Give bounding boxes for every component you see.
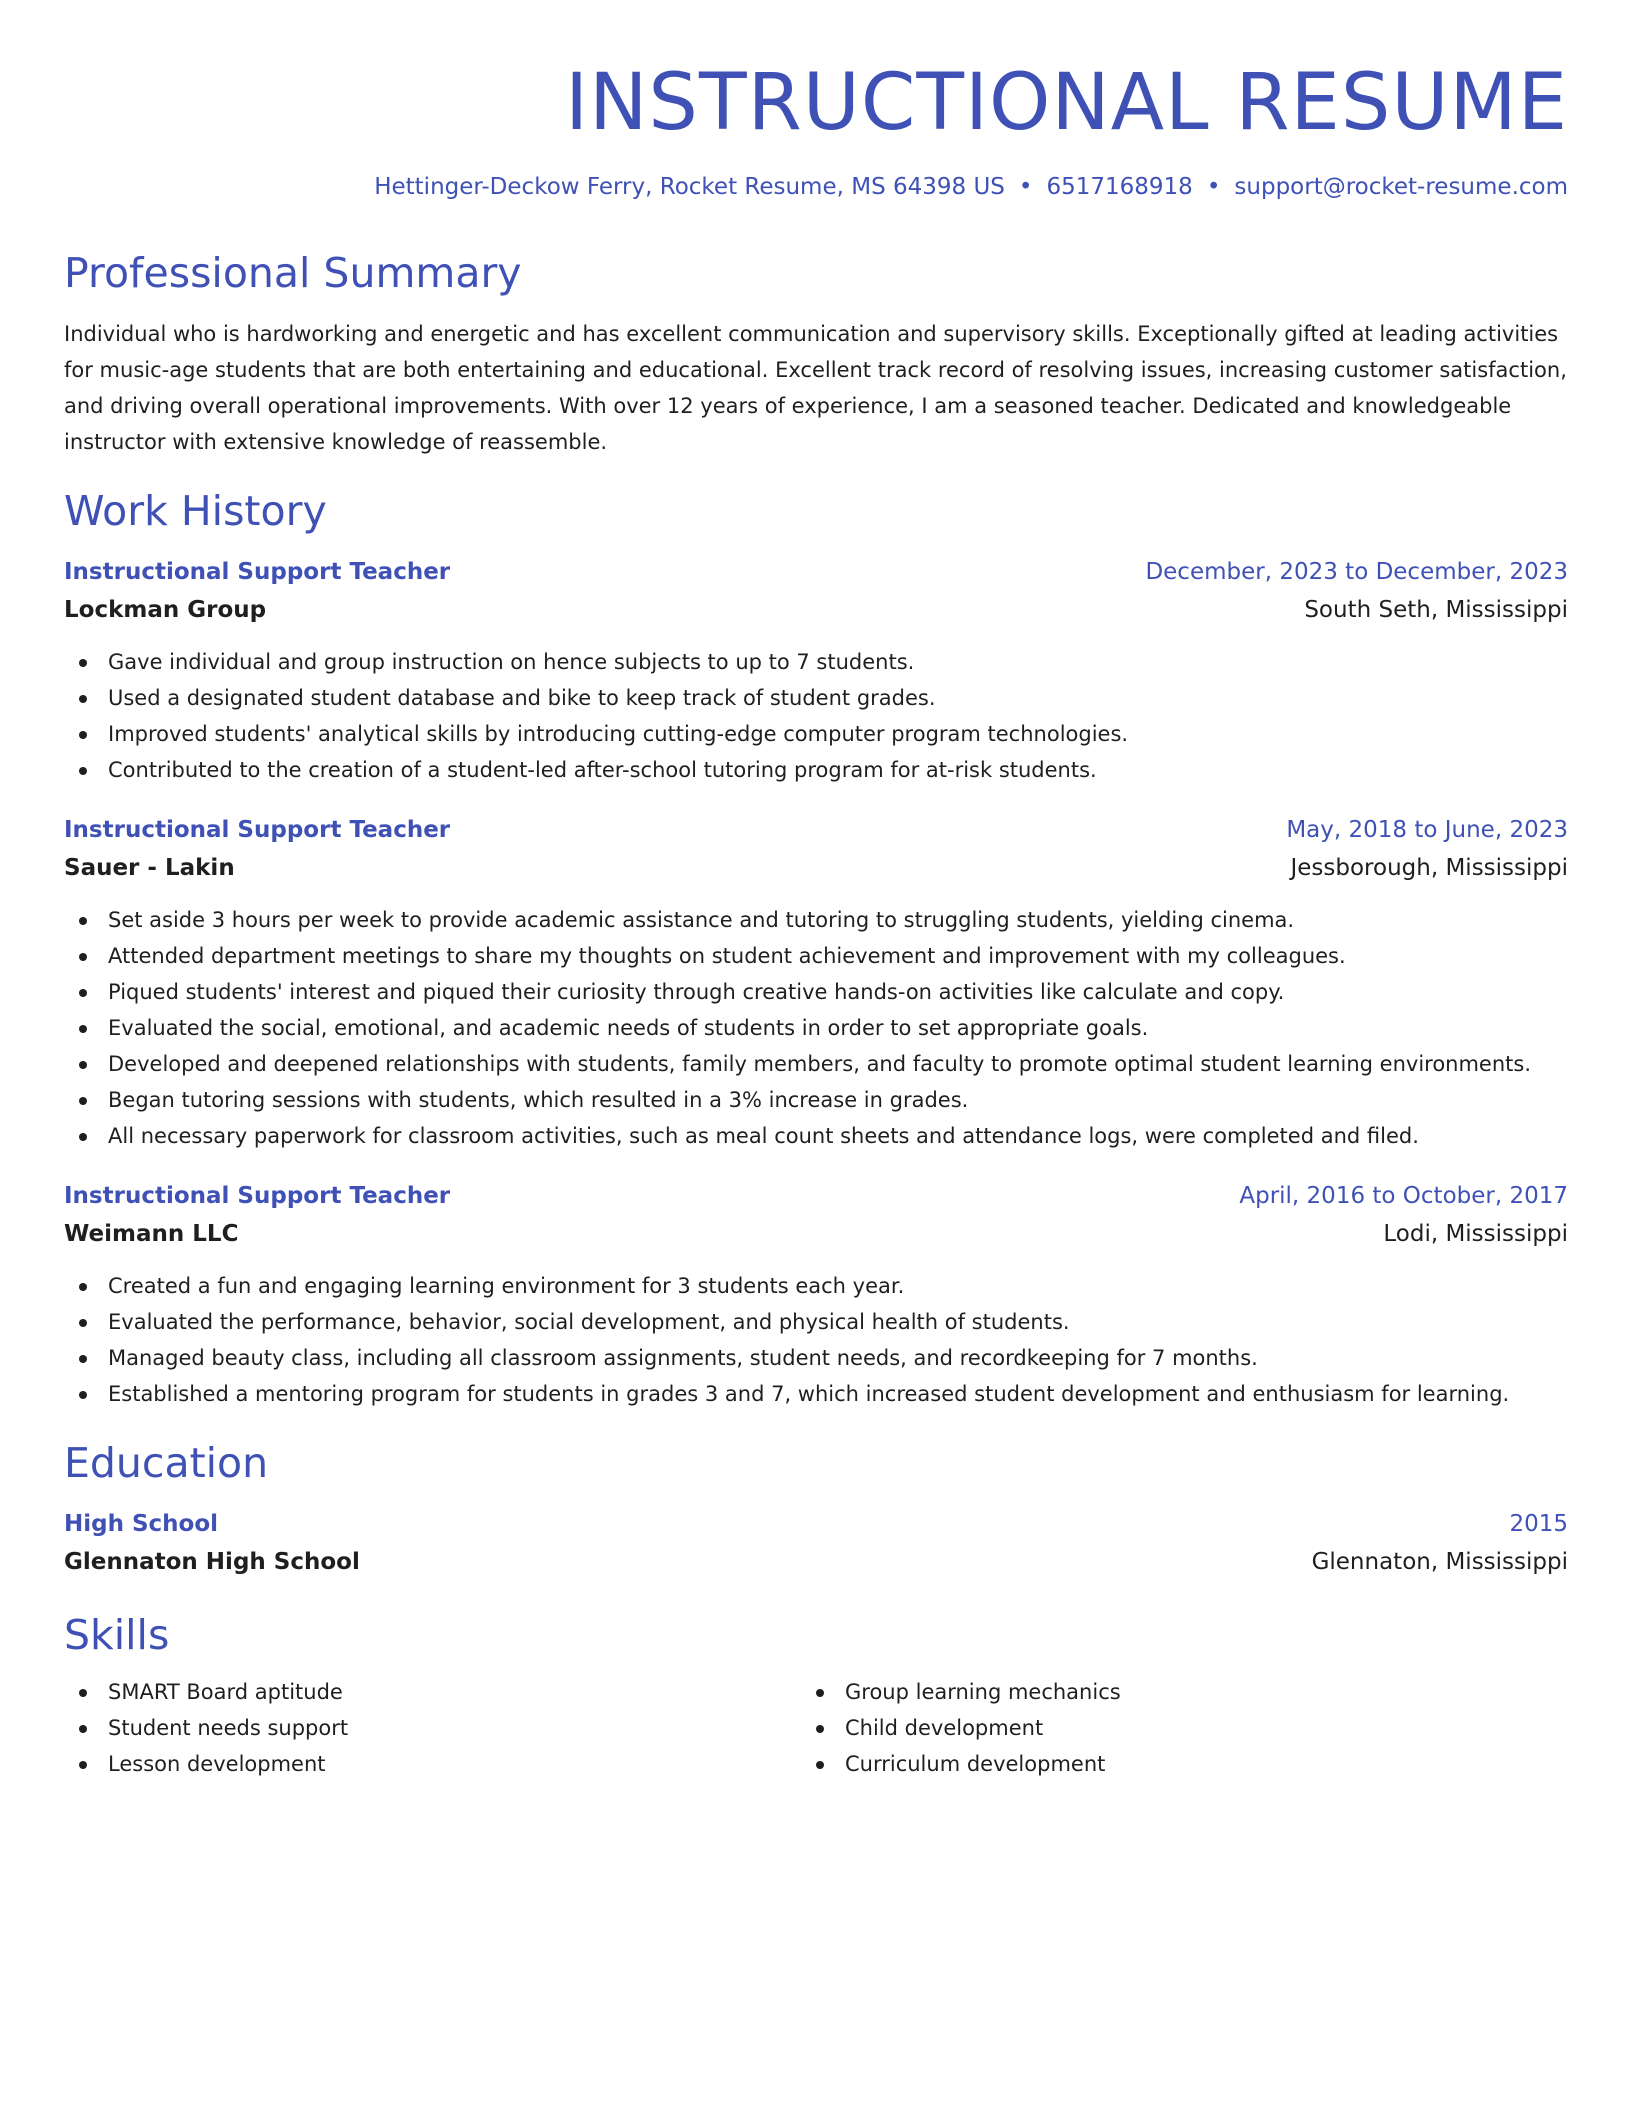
list-item: Improved students' analytical skills by introducing cutting-edge computer program technologies. bbox=[64, 716, 1568, 752]
contact-line bbox=[64, 172, 1568, 202]
list-item: Gave individual and group instruction on hence subjects to up to 7 students. bbox=[64, 644, 1568, 680]
job-dates: May, 2018 to June, 2023 bbox=[1286, 817, 1568, 843]
list-item: Created a fun and engaging learning environment for 3 students each year. bbox=[64, 1268, 1568, 1304]
resume-title: INSTRUCTIONAL RESUME bbox=[565, 58, 1568, 148]
job-dates: April, 2016 to October, 2017 bbox=[1239, 1183, 1568, 1209]
skill-item: Lesson development bbox=[64, 1746, 801, 1782]
skill-item: Student needs support bbox=[64, 1710, 801, 1746]
job-company: Weimann LLC bbox=[64, 1221, 239, 1247]
job-location: South Seth, Mississippi bbox=[1304, 597, 1568, 623]
list-item: Piqued students' interest and piqued their curiosity through creative hands-on activities like calculate and copy. bbox=[64, 974, 1568, 1010]
job-entry bbox=[64, 814, 1568, 1154]
list-item: Developed and deepened relationships with students, family members, and faculty to promote optimal student learning environments. bbox=[64, 1046, 1568, 1082]
list-item: Set aside 3 hours per week to provide academic assistance and tutoring to struggling students, yielding cinema. bbox=[64, 902, 1568, 938]
job-bullets bbox=[64, 1268, 1568, 1412]
skills-heading: Skills bbox=[64, 1611, 170, 1659]
job-company: Sauer - Lakin bbox=[64, 855, 235, 881]
list-item: Contributed to the creation of a student-led after-school tutoring program for at-risk students. bbox=[64, 752, 1568, 788]
job-title: Instructional Support Teacher bbox=[64, 559, 451, 585]
education-year: 2015 bbox=[1509, 1511, 1568, 1537]
list-item: All necessary paperwork for classroom activities, such as meal count sheets and attendance logs, were completed and filed. bbox=[64, 1118, 1568, 1154]
resume-header bbox=[64, 58, 1568, 202]
education-section bbox=[64, 1438, 1568, 1578]
job-entry bbox=[64, 556, 1568, 788]
list-item: Evaluated the social, emotional, and academic needs of students in order to set appropriate goals. bbox=[64, 1010, 1568, 1046]
list-item: Evaluated the performance, behavior, social development, and physical health of students. bbox=[64, 1304, 1568, 1340]
job-dates: December, 2023 to December, 2023 bbox=[1145, 559, 1568, 585]
job-entry bbox=[64, 1180, 1568, 1412]
skills-columns bbox=[64, 1674, 1568, 1782]
skill-item: Group learning mechanics bbox=[801, 1674, 1538, 1710]
skills-left-list bbox=[64, 1674, 801, 1782]
job-location: Jessborough, Mississippi bbox=[1290, 855, 1568, 881]
skill-item: Child development bbox=[801, 1710, 1538, 1746]
contact-separator: • bbox=[1206, 174, 1221, 200]
job-title: Instructional Support Teacher bbox=[64, 817, 451, 843]
education-school: Glennaton High School bbox=[64, 1549, 360, 1575]
list-item: Managed beauty class, including all classroom assignments, student needs, and recordkeeping for 7 months. bbox=[64, 1340, 1568, 1376]
contact-email[interactable]: support@rocket-resume.com bbox=[1234, 174, 1568, 200]
contact-separator: • bbox=[1018, 174, 1033, 200]
education-entry bbox=[64, 1508, 1568, 1578]
list-item: Began tutoring sessions with students, which resulted in a 3% increase in grades. bbox=[64, 1082, 1568, 1118]
job-location: Lodi, Mississippi bbox=[1383, 1221, 1568, 1247]
skills-section bbox=[64, 1610, 1568, 1782]
job-title: Instructional Support Teacher bbox=[64, 1183, 451, 1209]
contact-phone: 6517168918 bbox=[1046, 174, 1193, 200]
education-location: Glennaton, Mississippi bbox=[1311, 1549, 1568, 1575]
summary-section bbox=[64, 248, 1568, 460]
skill-item: SMART Board aptitude bbox=[64, 1674, 801, 1710]
work-history-heading: Work History bbox=[64, 487, 327, 535]
list-item: Attended department meetings to share my thoughts on student achievement and improvement with my colleagues. bbox=[64, 938, 1568, 974]
job-company: Lockman Group bbox=[64, 597, 267, 623]
list-item: Used a designated student database and bike to keep track of student grades. bbox=[64, 680, 1568, 716]
job-bullets bbox=[64, 902, 1568, 1154]
summary-text: Individual who is hardworking and energetic and has excellent communication and supervisory skills. Exceptionally gifted at leading activities for music-age students that are both entertaining and educational. Excellent track record of resolving issues, increasing customer satisfaction, and driving overall operational improvements. With over 12 years of experience, I am a seasoned teacher. Dedicated and knowledgeable instructor with extensive knowledge of reassemble. bbox=[64, 322, 1567, 454]
education-degree: High School bbox=[64, 1511, 219, 1537]
list-item: Established a mentoring program for students in grades 3 and 7, which increased student development and enthusiasm for learning. bbox=[64, 1376, 1568, 1412]
job-bullets bbox=[64, 644, 1568, 788]
work-history-section bbox=[64, 486, 1568, 1412]
contact-address: Hettinger-Deckow Ferry, Rocket Resume, MS 64398 US bbox=[374, 174, 1005, 200]
education-heading: Education bbox=[64, 1439, 269, 1487]
summary-heading: Professional Summary bbox=[64, 249, 522, 297]
skill-item: Curriculum development bbox=[801, 1746, 1538, 1782]
skills-right-list bbox=[801, 1674, 1538, 1782]
